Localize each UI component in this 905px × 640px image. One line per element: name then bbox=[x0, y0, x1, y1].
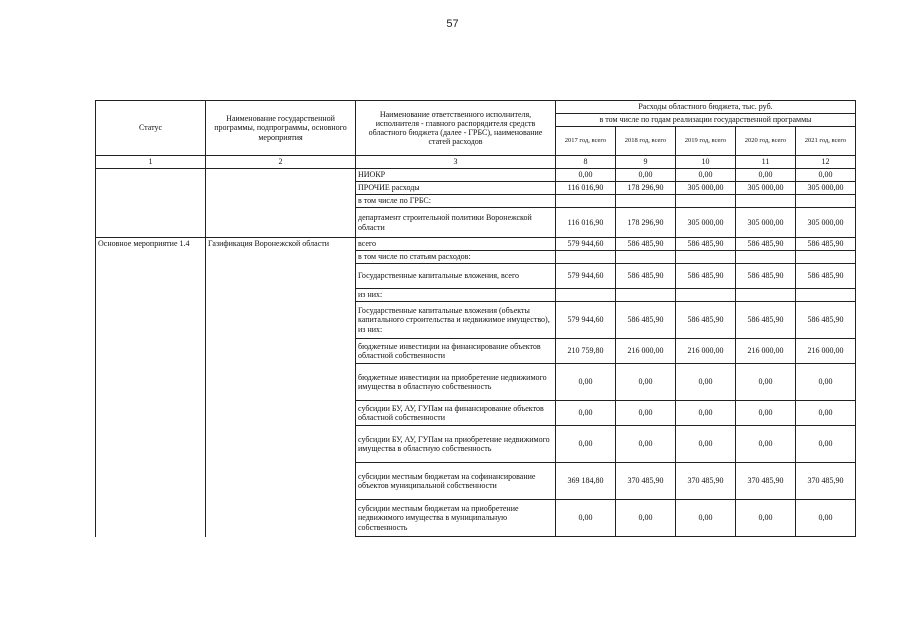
value-cell: 0,00 bbox=[796, 364, 856, 401]
value-cell: 116 016,90 bbox=[556, 182, 616, 195]
value-cell: 0,00 bbox=[556, 401, 616, 426]
value-cell bbox=[796, 289, 856, 302]
main-event-status: Основное мероприятие 1.4 bbox=[96, 238, 206, 537]
header-executor: Наименование ответственного исполнителя, исполнителя - главного распорядителя средств областного бюджета (далее - ГРБС), наименование статей расходов bbox=[356, 101, 556, 156]
main-event-name: Газификация Воронежской области bbox=[206, 238, 356, 537]
value-cell: 0,00 bbox=[616, 364, 676, 401]
header-year: 2017 год, всего bbox=[556, 127, 616, 156]
value-cell: 586 485,90 bbox=[796, 302, 856, 339]
value-cell: 586 485,90 bbox=[616, 302, 676, 339]
value-cell: 305 000,00 bbox=[676, 208, 736, 238]
header-status: Статус bbox=[96, 101, 206, 156]
value-cell: 305 000,00 bbox=[736, 182, 796, 195]
value-cell: 586 485,90 bbox=[736, 302, 796, 339]
value-cell: 370 485,90 bbox=[736, 463, 796, 500]
value-cell bbox=[796, 195, 856, 208]
value-cell: 586 485,90 bbox=[736, 264, 796, 289]
value-cell: 0,00 bbox=[556, 169, 616, 182]
value-cell: 586 485,90 bbox=[796, 264, 856, 289]
value-cell bbox=[676, 195, 736, 208]
value-cell: 0,00 bbox=[796, 426, 856, 463]
value-cell: 178 296,90 bbox=[616, 208, 676, 238]
column-index: 1 bbox=[96, 156, 206, 169]
value-cell: 178 296,90 bbox=[616, 182, 676, 195]
value-cell bbox=[736, 195, 796, 208]
value-cell: 0,00 bbox=[676, 169, 736, 182]
value-cell: 0,00 bbox=[556, 426, 616, 463]
value-cell bbox=[736, 251, 796, 264]
value-cell: 579 944,60 bbox=[556, 302, 616, 339]
value-cell: 0,00 bbox=[676, 500, 736, 537]
value-cell: 305 000,00 bbox=[676, 182, 736, 195]
value-cell: 0,00 bbox=[736, 426, 796, 463]
header-year: 2018 год, всего bbox=[616, 127, 676, 156]
value-cell bbox=[616, 195, 676, 208]
row-label: ПРОЧИЕ расходы bbox=[356, 182, 556, 195]
value-cell: 0,00 bbox=[796, 401, 856, 426]
value-cell bbox=[616, 289, 676, 302]
value-cell: 305 000,00 bbox=[796, 208, 856, 238]
value-cell: 0,00 bbox=[616, 401, 676, 426]
table-row bbox=[96, 238, 856, 251]
row-label: бюджетные инвестиции на финансирование объектов областной собственности bbox=[356, 339, 556, 364]
row-label: департамент строительной политики Воронежской области bbox=[356, 208, 556, 238]
table-row bbox=[96, 169, 856, 182]
value-cell bbox=[676, 289, 736, 302]
value-cell: 216 000,00 bbox=[796, 339, 856, 364]
value-cell bbox=[676, 251, 736, 264]
value-cell: 0,00 bbox=[736, 500, 796, 537]
column-index-row bbox=[96, 156, 856, 169]
row-label: в том числе по статьям расходов: bbox=[356, 251, 556, 264]
header-year: 2021 год, всего bbox=[796, 127, 856, 156]
value-cell: 370 485,90 bbox=[796, 463, 856, 500]
value-cell: 0,00 bbox=[616, 500, 676, 537]
value-cell: 586 485,90 bbox=[676, 302, 736, 339]
column-index: 2 bbox=[206, 156, 356, 169]
column-index: 8 bbox=[556, 156, 616, 169]
value-cell: 0,00 bbox=[556, 500, 616, 537]
header-year: 2019 год, всего bbox=[676, 127, 736, 156]
row-label: НИОКР bbox=[356, 169, 556, 182]
value-cell: 0,00 bbox=[676, 426, 736, 463]
value-cell: 305 000,00 bbox=[796, 182, 856, 195]
budget-table bbox=[95, 100, 856, 537]
page-number: 57 bbox=[446, 18, 459, 30]
value-cell: 0,00 bbox=[736, 401, 796, 426]
column-index: 10 bbox=[676, 156, 736, 169]
value-cell: 0,00 bbox=[796, 169, 856, 182]
value-cell bbox=[556, 251, 616, 264]
value-cell: 370 485,90 bbox=[676, 463, 736, 500]
value-cell: 0,00 bbox=[556, 364, 616, 401]
row-label: субсидии местным бюджетам на приобретение недвижимого имущества в муниципальную собственность bbox=[356, 500, 556, 537]
header-expenses: Расходы областного бюджета, тыс. руб. bbox=[556, 101, 856, 114]
value-cell: 586 485,90 bbox=[736, 238, 796, 251]
value-cell bbox=[616, 251, 676, 264]
value-cell: 116 016,90 bbox=[556, 208, 616, 238]
value-cell bbox=[556, 195, 616, 208]
value-cell bbox=[796, 251, 856, 264]
column-index: 12 bbox=[796, 156, 856, 169]
value-cell: 210 759,80 bbox=[556, 339, 616, 364]
value-cell: 586 485,90 bbox=[796, 238, 856, 251]
value-cell: 579 944,60 bbox=[556, 264, 616, 289]
column-index: 9 bbox=[616, 156, 676, 169]
value-cell bbox=[556, 289, 616, 302]
value-cell: 586 485,90 bbox=[616, 238, 676, 251]
value-cell: 216 000,00 bbox=[616, 339, 676, 364]
value-cell: 579 944,60 bbox=[556, 238, 616, 251]
value-cell: 0,00 bbox=[616, 426, 676, 463]
value-cell bbox=[736, 289, 796, 302]
value-cell: 586 485,90 bbox=[616, 264, 676, 289]
value-cell: 305 000,00 bbox=[736, 208, 796, 238]
row-label: субсидии местным бюджетам на софинансирование объектов муниципальной собственности bbox=[356, 463, 556, 500]
value-cell: 216 000,00 bbox=[736, 339, 796, 364]
status-cell-empty bbox=[96, 169, 206, 238]
value-cell: 370 485,90 bbox=[616, 463, 676, 500]
header-year: 2020 год, всего bbox=[736, 127, 796, 156]
value-cell: 0,00 bbox=[616, 169, 676, 182]
column-index: 11 bbox=[736, 156, 796, 169]
value-cell: 216 000,00 bbox=[676, 339, 736, 364]
value-cell: 0,00 bbox=[736, 169, 796, 182]
row-label: субсидии БУ, АУ, ГУПам на приобретение недвижимого имущества в областную собственность bbox=[356, 426, 556, 463]
row-label: из них: bbox=[356, 289, 556, 302]
row-label: Государственные капитальные вложения (объекты капитального строительства и недвижимое имущество), из них: bbox=[356, 302, 556, 339]
row-label: Государственные капитальные вложения, всего bbox=[356, 264, 556, 289]
value-cell: 586 485,90 bbox=[676, 238, 736, 251]
value-cell: 369 184,80 bbox=[556, 463, 616, 500]
header-row bbox=[96, 101, 856, 114]
header-by-years: в том числе по годам реализации государственной программы bbox=[556, 114, 856, 127]
header-program: Наименование государственной программы, подпрограммы, основного мероприятия bbox=[206, 101, 356, 156]
row-label: в том числе по ГРБС: bbox=[356, 195, 556, 208]
value-cell: 0,00 bbox=[796, 500, 856, 537]
value-cell: 586 485,90 bbox=[676, 264, 736, 289]
row-label: бюджетные инвестиции на приобретение недвижимого имущества в областную собственность bbox=[356, 364, 556, 401]
column-index: 3 bbox=[356, 156, 556, 169]
program-cell-empty bbox=[206, 169, 356, 238]
value-cell: 0,00 bbox=[676, 401, 736, 426]
row-label: субсидии БУ, АУ, ГУПам на финансирование объектов областной собственности bbox=[356, 401, 556, 426]
row-label: всего bbox=[356, 238, 556, 251]
value-cell: 0,00 bbox=[676, 364, 736, 401]
value-cell: 0,00 bbox=[736, 364, 796, 401]
